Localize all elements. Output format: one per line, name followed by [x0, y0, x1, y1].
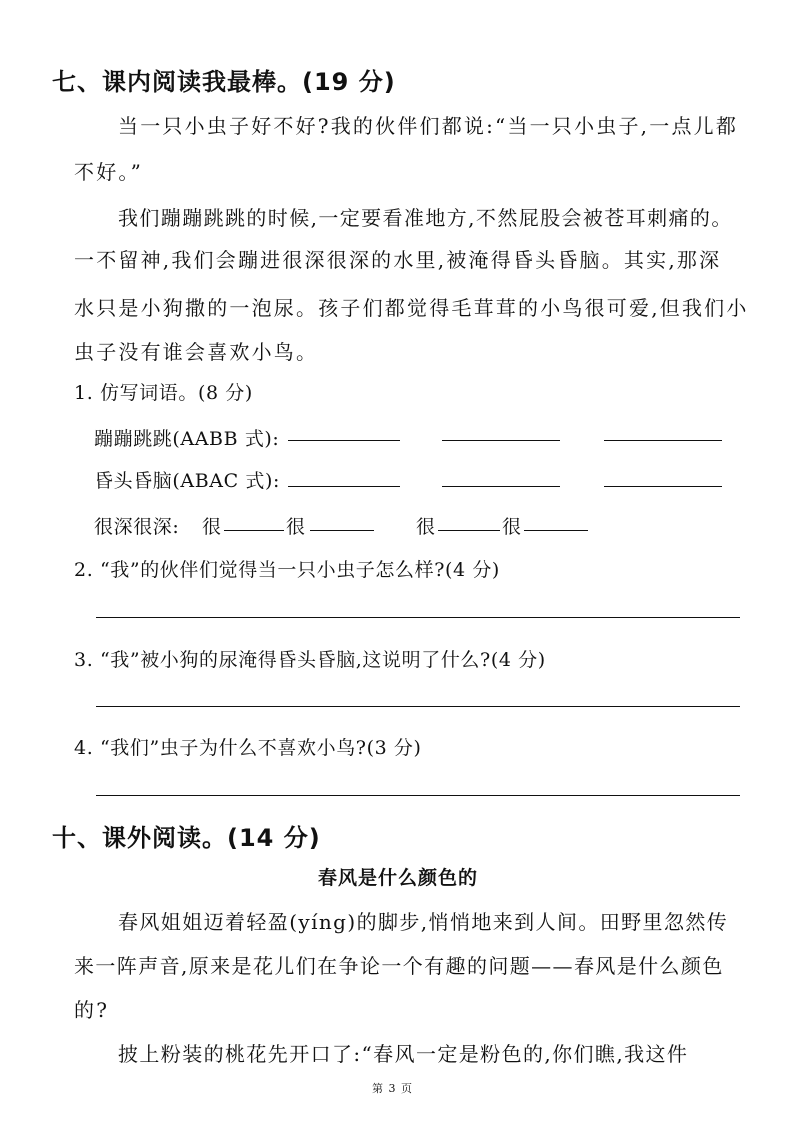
reading-paragraph-line: 我们蹦蹦跳跳的时候,一定要看准地方,不然屁股会被苍耳刺痛的。 — [118, 206, 733, 230]
q1-row2-blank-1[interactable] — [288, 486, 400, 487]
section-7-heading: 七、课内阅读我最棒。(19 分) — [52, 68, 396, 96]
page-number: 第 3 页 — [372, 1082, 413, 1095]
story-paragraph-line: 披上粉装的桃花先开口了:“春风一定是粉色的,你们瞧,我这件 — [118, 1042, 689, 1066]
reading-paragraph-line: 当一只小虫子好不好?我的伙伴们都说:“当一只小虫子,一点儿都 — [118, 114, 739, 138]
reading-paragraph-line: 水只是小狗撒的一泡尿。孩子们都觉得毛茸茸的小鸟很可爱,但我们小 — [74, 296, 749, 320]
q1-row3-blank-1[interactable] — [224, 530, 284, 531]
q1-row3-char: 很 — [502, 516, 522, 538]
question-4-answer-line[interactable] — [96, 795, 740, 796]
q1-row3-char: 很 — [416, 516, 436, 538]
question-3-answer-line[interactable] — [96, 706, 740, 707]
story-paragraph-line: 来一阵声音,原来是花儿们在争论一个有趣的问题——春风是什么颜色 — [74, 954, 724, 978]
q1-row1-blank-3[interactable] — [604, 440, 722, 441]
q1-row3-char: 很 — [286, 516, 306, 538]
q1-row2-blank-2[interactable] — [442, 486, 560, 487]
story-paragraph-line: 春风姐姐迈着轻盈(yíng)的脚步,悄悄地来到人间。田野里忽然传 — [118, 910, 729, 934]
q1-row1-blank-1[interactable] — [288, 440, 400, 441]
q1-row1-blank-2[interactable] — [442, 440, 560, 441]
question-3: 3. “我”被小狗的尿淹得昏头昏脑,这说明了什么?(4 分) — [74, 649, 546, 671]
story-title: 春风是什么颜色的 — [318, 867, 479, 889]
q1-row1-label: 蹦蹦跳跳(AABB 式): — [94, 428, 280, 450]
section-10-heading: 十、课外阅读。(14 分) — [52, 824, 321, 852]
q1-row2-label: 昏头昏脑(ABAC 式): — [94, 470, 281, 492]
story-paragraph-line: 的? — [74, 998, 110, 1022]
q1-row2-blank-3[interactable] — [604, 486, 722, 487]
q1-row3-blank-3[interactable] — [438, 530, 500, 531]
question-2-answer-line[interactable] — [96, 617, 740, 618]
q1-row3-char: 很 — [202, 516, 222, 538]
reading-paragraph-line: 不好。” — [74, 160, 144, 184]
reading-paragraph-line: 虫子没有谁会喜欢小鸟。 — [74, 340, 319, 364]
question-1-title: 1. 仿写词语。(8 分) — [74, 382, 253, 404]
q1-row3-label: 很深很深: — [94, 516, 180, 538]
question-2: 2. “我”的伙伴们觉得当一只小虫子怎么样?(4 分) — [74, 559, 500, 581]
question-4: 4. “我们”虫子为什么不喜欢小鸟?(3 分) — [74, 737, 422, 759]
reading-paragraph-line: 一不留神,我们会蹦进很深很深的水里,被淹得昏头昏脑。其实,那深 — [74, 248, 722, 272]
q1-row3-blank-2[interactable] — [310, 530, 374, 531]
q1-row3-blank-4[interactable] — [524, 530, 588, 531]
